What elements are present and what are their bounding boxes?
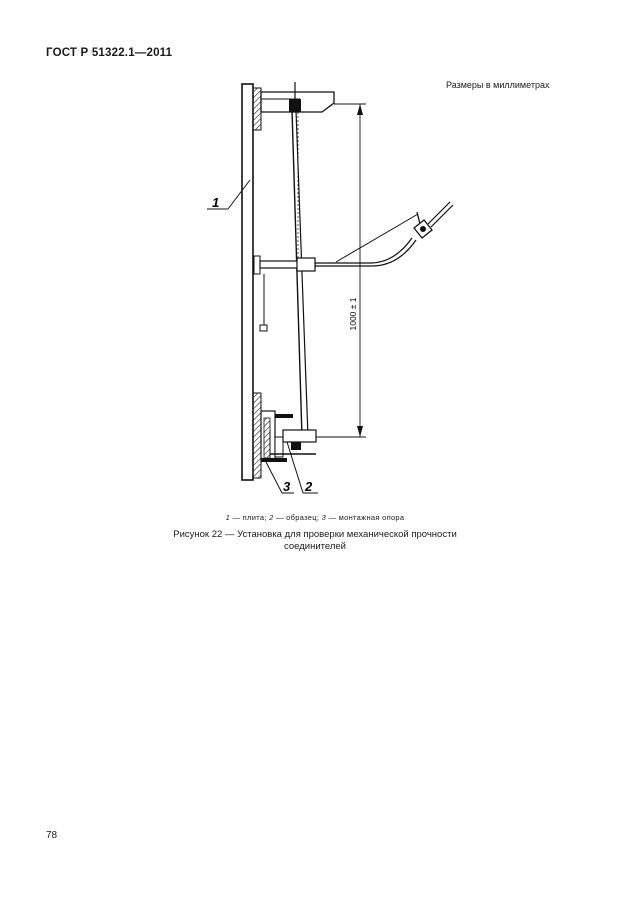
callout-1-label: 1 [212,195,220,210]
legend-item-num: 2 [269,513,274,522]
dimension-1000 [316,104,366,437]
legend-item-num: 3 [321,513,327,522]
plate [242,84,253,480]
legend-item-text: — плита; [232,513,267,522]
callout-3 [266,462,294,494]
dimension-label: 1000 ± 1 [348,297,358,331]
page-number: 78 [46,830,58,841]
figure-caption [0,529,630,553]
callout-3-label: 3 [283,479,291,494]
caption-line-2: соединителей [284,541,346,552]
caption-line-1: Рисунок 22 — Установка для проверки механической прочности [173,529,457,540]
units-note: Размеры в миллиметрах [446,80,550,90]
legend-item-text: — монтажная опора [328,513,405,522]
sample-cable [292,110,308,437]
legend-item-text: — образец; [275,513,320,522]
figure-legend [0,513,630,522]
callout-2-label: 2 [305,479,313,494]
legend-item-num: 1 [225,513,231,522]
top-bracket [253,82,334,130]
document-header: ГОСТ Р 51322.1—2011 [46,47,173,59]
